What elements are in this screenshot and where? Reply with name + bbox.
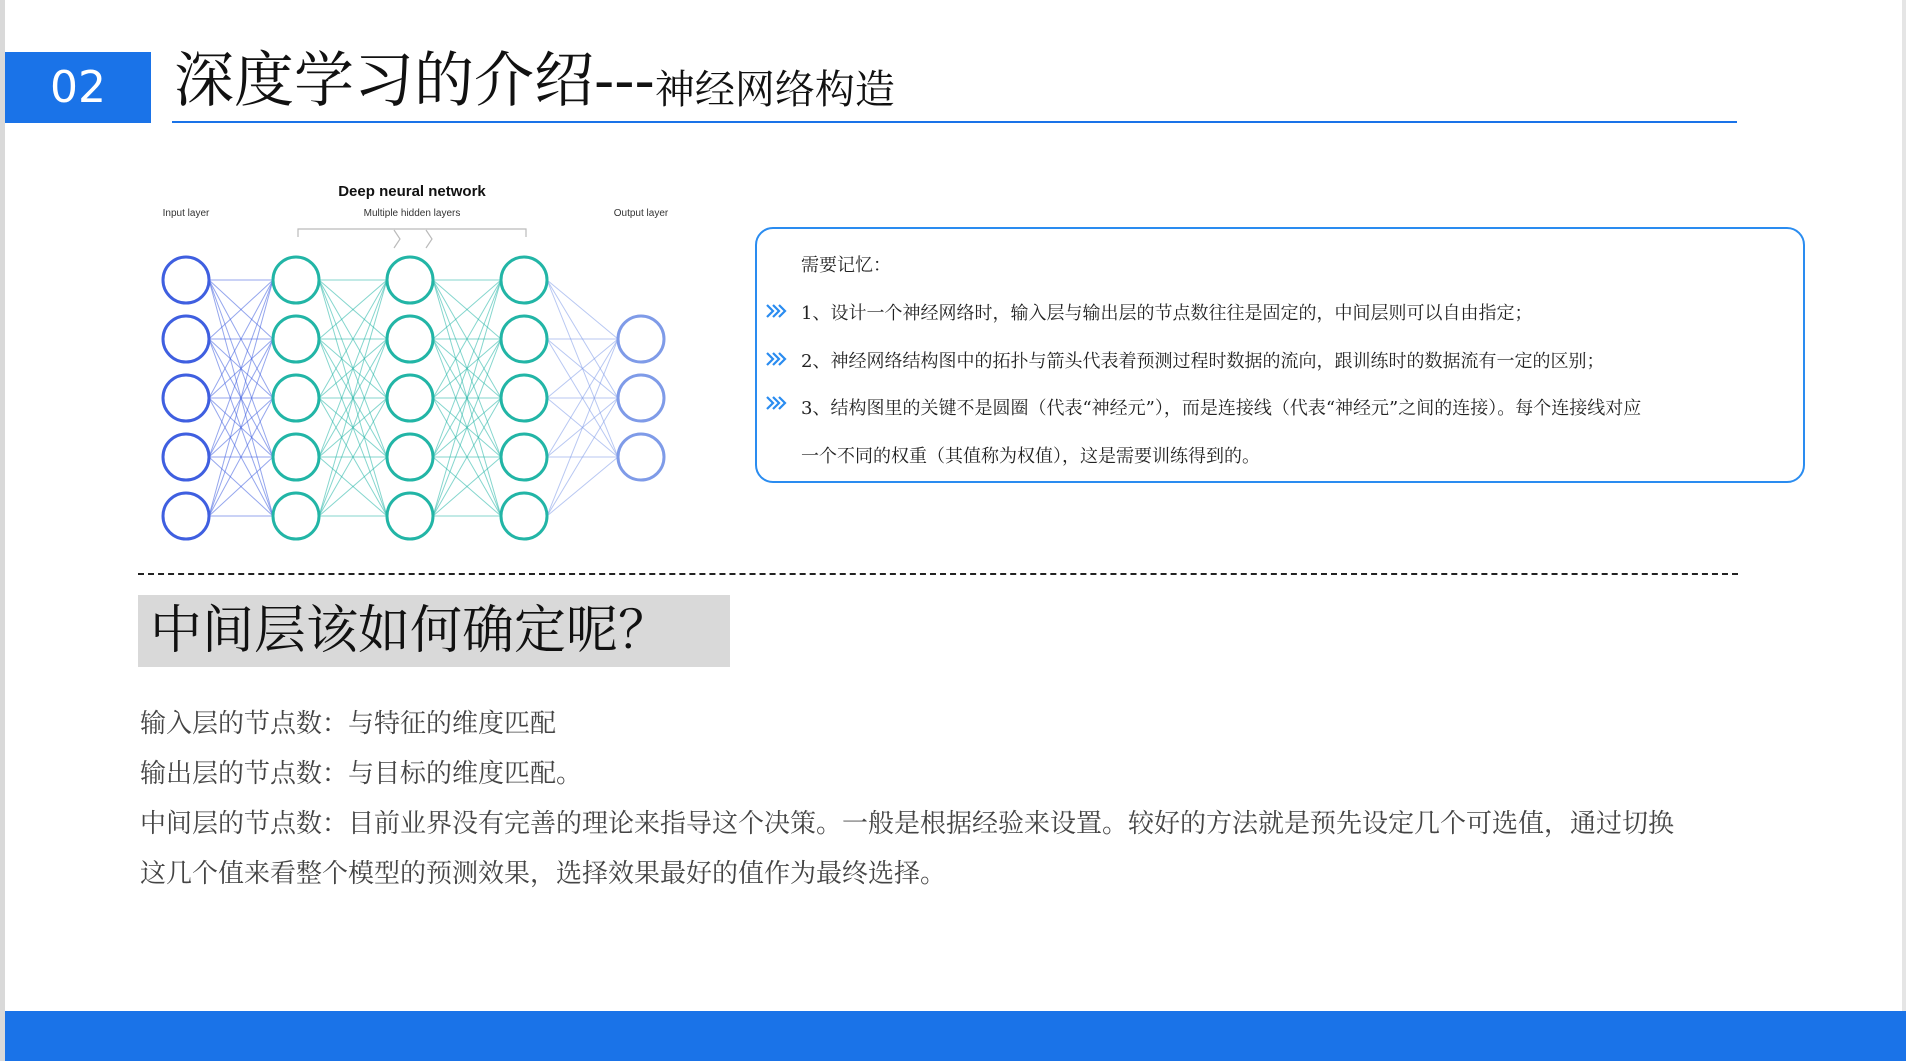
hidden-neuron: [387, 493, 433, 539]
input-neuron: [163, 493, 209, 539]
page-title-main: 深度学习的介绍---: [174, 46, 655, 116]
connection-line: [547, 280, 618, 339]
input-neuron: [163, 434, 209, 480]
question-box: [138, 595, 730, 667]
hidden-neuron: [387, 316, 433, 362]
body-line-hidden: 中间层的节点数：目前业界没有完善的理论来指导这个决策。一般是根据经验来设置。较好的方法就是预先设定几个可选值，通过切换: [140, 809, 1675, 839]
body-line-input: 输入层的节点数：与特征的维度匹配: [140, 709, 557, 739]
hidden-neuron: [387, 434, 433, 480]
hidden-neuron: [387, 257, 433, 303]
double-chevron-icon: [765, 303, 787, 319]
hidden-neuron: [501, 257, 547, 303]
input-neuron: [163, 257, 209, 303]
output-neuron: [618, 316, 664, 362]
output-neuron: [618, 375, 664, 421]
connection-line: [547, 339, 618, 516]
memo-box: [755, 227, 1805, 483]
hidden-neuron: [273, 316, 319, 362]
hidden-chevron-2: [426, 230, 432, 248]
memo-item-2: 2、神经网络结构图中的拓扑与箭头代表着预测过程时数据的流向，跟训练时的数据流有一定的区别；: [801, 351, 1605, 372]
double-chevron-icon: [765, 351, 787, 367]
question-heading: 中间层该如何确定呢？: [150, 601, 671, 661]
double-chevron-icon: [765, 395, 787, 411]
hidden-neuron: [387, 375, 433, 421]
hidden-layers-label: Multiple hidden layers: [363, 208, 461, 219]
output-layer-label: Output layer: [613, 208, 669, 219]
right-edge: [1902, 0, 1906, 1061]
hidden-chevron-1: [394, 230, 400, 248]
left-edge: [0, 0, 5, 1061]
input-neuron: [163, 316, 209, 362]
hidden-neuron: [273, 434, 319, 480]
input-layer-label: Input layer: [162, 208, 210, 219]
section-number-badge: 02: [5, 52, 151, 123]
title-underline: [172, 121, 1737, 123]
page-title-sub: 神经网络构造: [654, 67, 895, 113]
memo-item-1: 1、设计一个神经网络时，输入层与输出层的节点数往往是固定的，中间层则可以自由指定；: [801, 303, 1533, 324]
hidden-neuron: [501, 434, 547, 480]
memo-item-3-continuation: 一个不同的权重（其值称为权值），这是需要训练得到的。: [801, 446, 1260, 467]
body-line-output: 输出层的节点数：与目标的维度匹配。: [140, 759, 583, 789]
diagram-title: Deep neural network: [338, 183, 486, 200]
hidden-neuron: [501, 316, 547, 362]
hidden-neuron: [501, 493, 547, 539]
neural-network-diagram: [150, 175, 690, 555]
output-neuron: [618, 434, 664, 480]
memo-title: 需要记忆：: [801, 255, 891, 276]
footer-bar: [5, 1011, 1906, 1061]
hidden-neuron: [273, 257, 319, 303]
hidden-neuron: [273, 375, 319, 421]
input-neuron: [163, 375, 209, 421]
body-line-hidden-cont: 这几个值来看整个模型的预测效果，选择效果最好的值作为最终选择。: [140, 859, 947, 889]
connection-line: [547, 457, 618, 516]
memo-item-3: 3、结构图里的关键不是圆圈（代表“神经元”），而是连接线（代表“神经元”之间的连接）。每个连接线对应: [801, 398, 1642, 419]
hidden-neuron: [273, 493, 319, 539]
dashed-divider: [138, 573, 1738, 575]
hidden-neuron: [501, 375, 547, 421]
page-title: [174, 42, 895, 120]
hidden-layers-bracket: [298, 229, 526, 237]
